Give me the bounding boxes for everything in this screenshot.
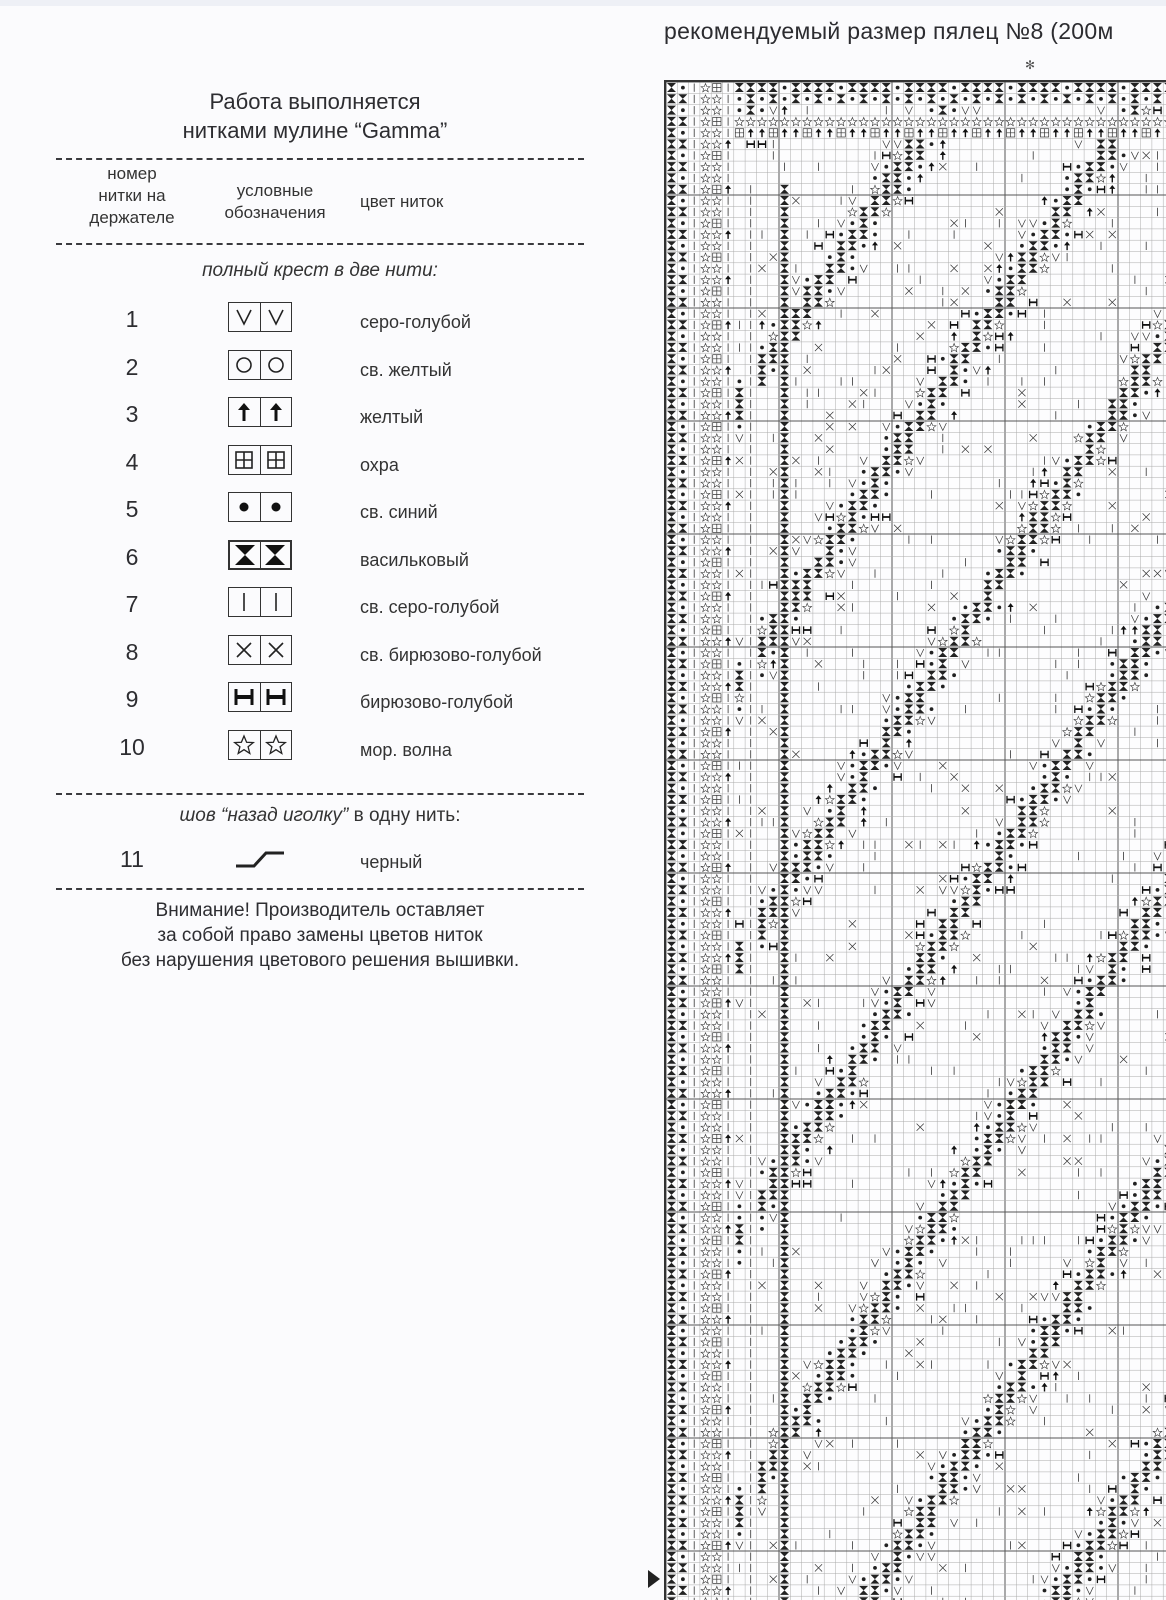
symbol-cell <box>260 731 292 759</box>
x-cross-icon <box>232 638 256 662</box>
thread-number: 11 <box>120 846 144 872</box>
vertical-line-icon <box>264 590 288 614</box>
h-bar-icon <box>264 685 288 709</box>
grid-square-icon <box>264 448 288 472</box>
symbol-cell <box>260 303 292 331</box>
dot-icon <box>232 495 256 519</box>
thread-color-name: св. синий <box>360 502 438 522</box>
hourglass-icon <box>233 543 257 567</box>
thread-symbol <box>228 635 292 665</box>
thread-row <box>0 397 600 441</box>
thread-symbol <box>228 397 292 427</box>
thread-row <box>0 682 600 726</box>
thread-color-name: мор. волна <box>360 739 452 760</box>
circle-icon <box>264 353 288 377</box>
v-icon <box>264 305 288 329</box>
key-title-line2: нитками мулине “Gamma” <box>182 118 448 143</box>
thread-number: 1 <box>125 306 139 332</box>
thread-number: 2 <box>125 353 139 380</box>
thread-color-name: св. желтый <box>360 359 452 380</box>
h-bar-icon <box>232 685 256 709</box>
symbol-cell <box>260 351 292 379</box>
hoop-size-recommendation: рекомендуемый размер пялец №8 (200м <box>664 18 1114 44</box>
symbol-cell <box>229 731 260 759</box>
thread-row <box>0 540 600 584</box>
thread-symbol <box>228 540 292 570</box>
column-header-symbol: условные обозначения <box>224 181 326 222</box>
thread-row <box>0 302 600 346</box>
thread-symbol <box>228 587 292 617</box>
thread-number: 6 <box>125 543 139 570</box>
symbol-cell <box>229 303 260 331</box>
arrow-up-icon <box>264 400 288 424</box>
symbol-cell <box>260 683 292 711</box>
thread-color-name: св. серо-голубой <box>360 597 500 617</box>
thread-symbol <box>228 492 292 522</box>
thread-row <box>0 350 600 394</box>
center-marker-icon <box>648 1570 660 1588</box>
symbol-cell <box>229 588 260 616</box>
scan-speck: ✻ <box>1025 58 1036 72</box>
symbol-cell <box>229 351 260 379</box>
thread-color-name: серо-голубой <box>360 312 471 332</box>
thread-symbol <box>228 445 292 475</box>
thread-number: 5 <box>125 496 139 522</box>
symbol-cell <box>229 493 260 521</box>
backstitch-row <box>0 842 600 886</box>
chart-grid <box>666 82 1166 1600</box>
divider <box>56 793 584 795</box>
symbol-cell <box>229 683 260 711</box>
symbol-cell <box>229 446 260 474</box>
backstitch-line-icon <box>234 848 286 870</box>
symbol-cell <box>260 588 292 616</box>
warning-line: Внимание! Производитель оставляет <box>155 900 485 921</box>
dot-icon <box>264 495 288 519</box>
thread-number: 9 <box>125 686 139 712</box>
circle-icon <box>232 353 256 377</box>
thread-color-name: васильковый <box>360 549 469 570</box>
thread-row <box>0 587 600 631</box>
divider <box>56 888 584 890</box>
divider <box>56 158 584 160</box>
column-header-color: цвет ниток <box>360 192 444 211</box>
symbol-cell <box>260 542 291 568</box>
thread-symbol <box>228 302 292 332</box>
column-header-number: номер нитки на держателе <box>89 164 175 227</box>
symbol-cell <box>260 636 292 664</box>
arrow-up-icon <box>232 400 256 424</box>
symbol-cell <box>229 398 260 426</box>
v-icon <box>232 305 256 329</box>
key-title-line1: Работа выполняется <box>209 89 421 114</box>
thread-color-name: св. бирюзово-голубой <box>360 644 542 665</box>
thread-symbol <box>228 730 292 760</box>
divider <box>56 243 584 245</box>
star-icon <box>232 733 256 757</box>
thread-color-name: черный <box>360 852 423 872</box>
symbol-cell <box>230 542 260 568</box>
thread-color-name: бирюзово-голубой <box>360 692 514 712</box>
thread-color-name: желтый <box>360 407 424 427</box>
symbol-cell <box>260 493 292 521</box>
symbol-cell <box>260 398 292 426</box>
thread-number: 3 <box>125 401 139 427</box>
grid-square-icon <box>232 448 256 472</box>
thread-row <box>0 445 600 489</box>
thread-symbol <box>228 350 292 380</box>
cross-stitch-chart <box>664 80 1166 1600</box>
thread-number: 8 <box>125 638 139 665</box>
symbol-cell <box>260 446 292 474</box>
warning-line: за собой право замены цветов ниток <box>157 925 483 946</box>
thread-row <box>0 492 600 536</box>
thread-number: 10 <box>119 733 145 760</box>
thread-symbol <box>228 682 292 712</box>
vertical-line-icon <box>232 590 256 614</box>
full-cross-note: полный крест в две нити: <box>202 260 438 281</box>
thread-number: 7 <box>125 591 139 617</box>
hourglass-icon <box>263 543 287 567</box>
backstitch-note: шов “назад иголку” в одну нить: <box>179 805 461 826</box>
warning-line: без нарушения цветового решения вышивки. <box>120 950 520 971</box>
symbol-cell <box>229 636 260 664</box>
x-cross-icon <box>264 638 288 662</box>
thread-number: 4 <box>125 448 139 475</box>
thread-color-name: охра <box>360 454 399 475</box>
star-icon <box>264 733 288 757</box>
thread-row <box>0 730 600 774</box>
thread-row <box>0 635 600 679</box>
